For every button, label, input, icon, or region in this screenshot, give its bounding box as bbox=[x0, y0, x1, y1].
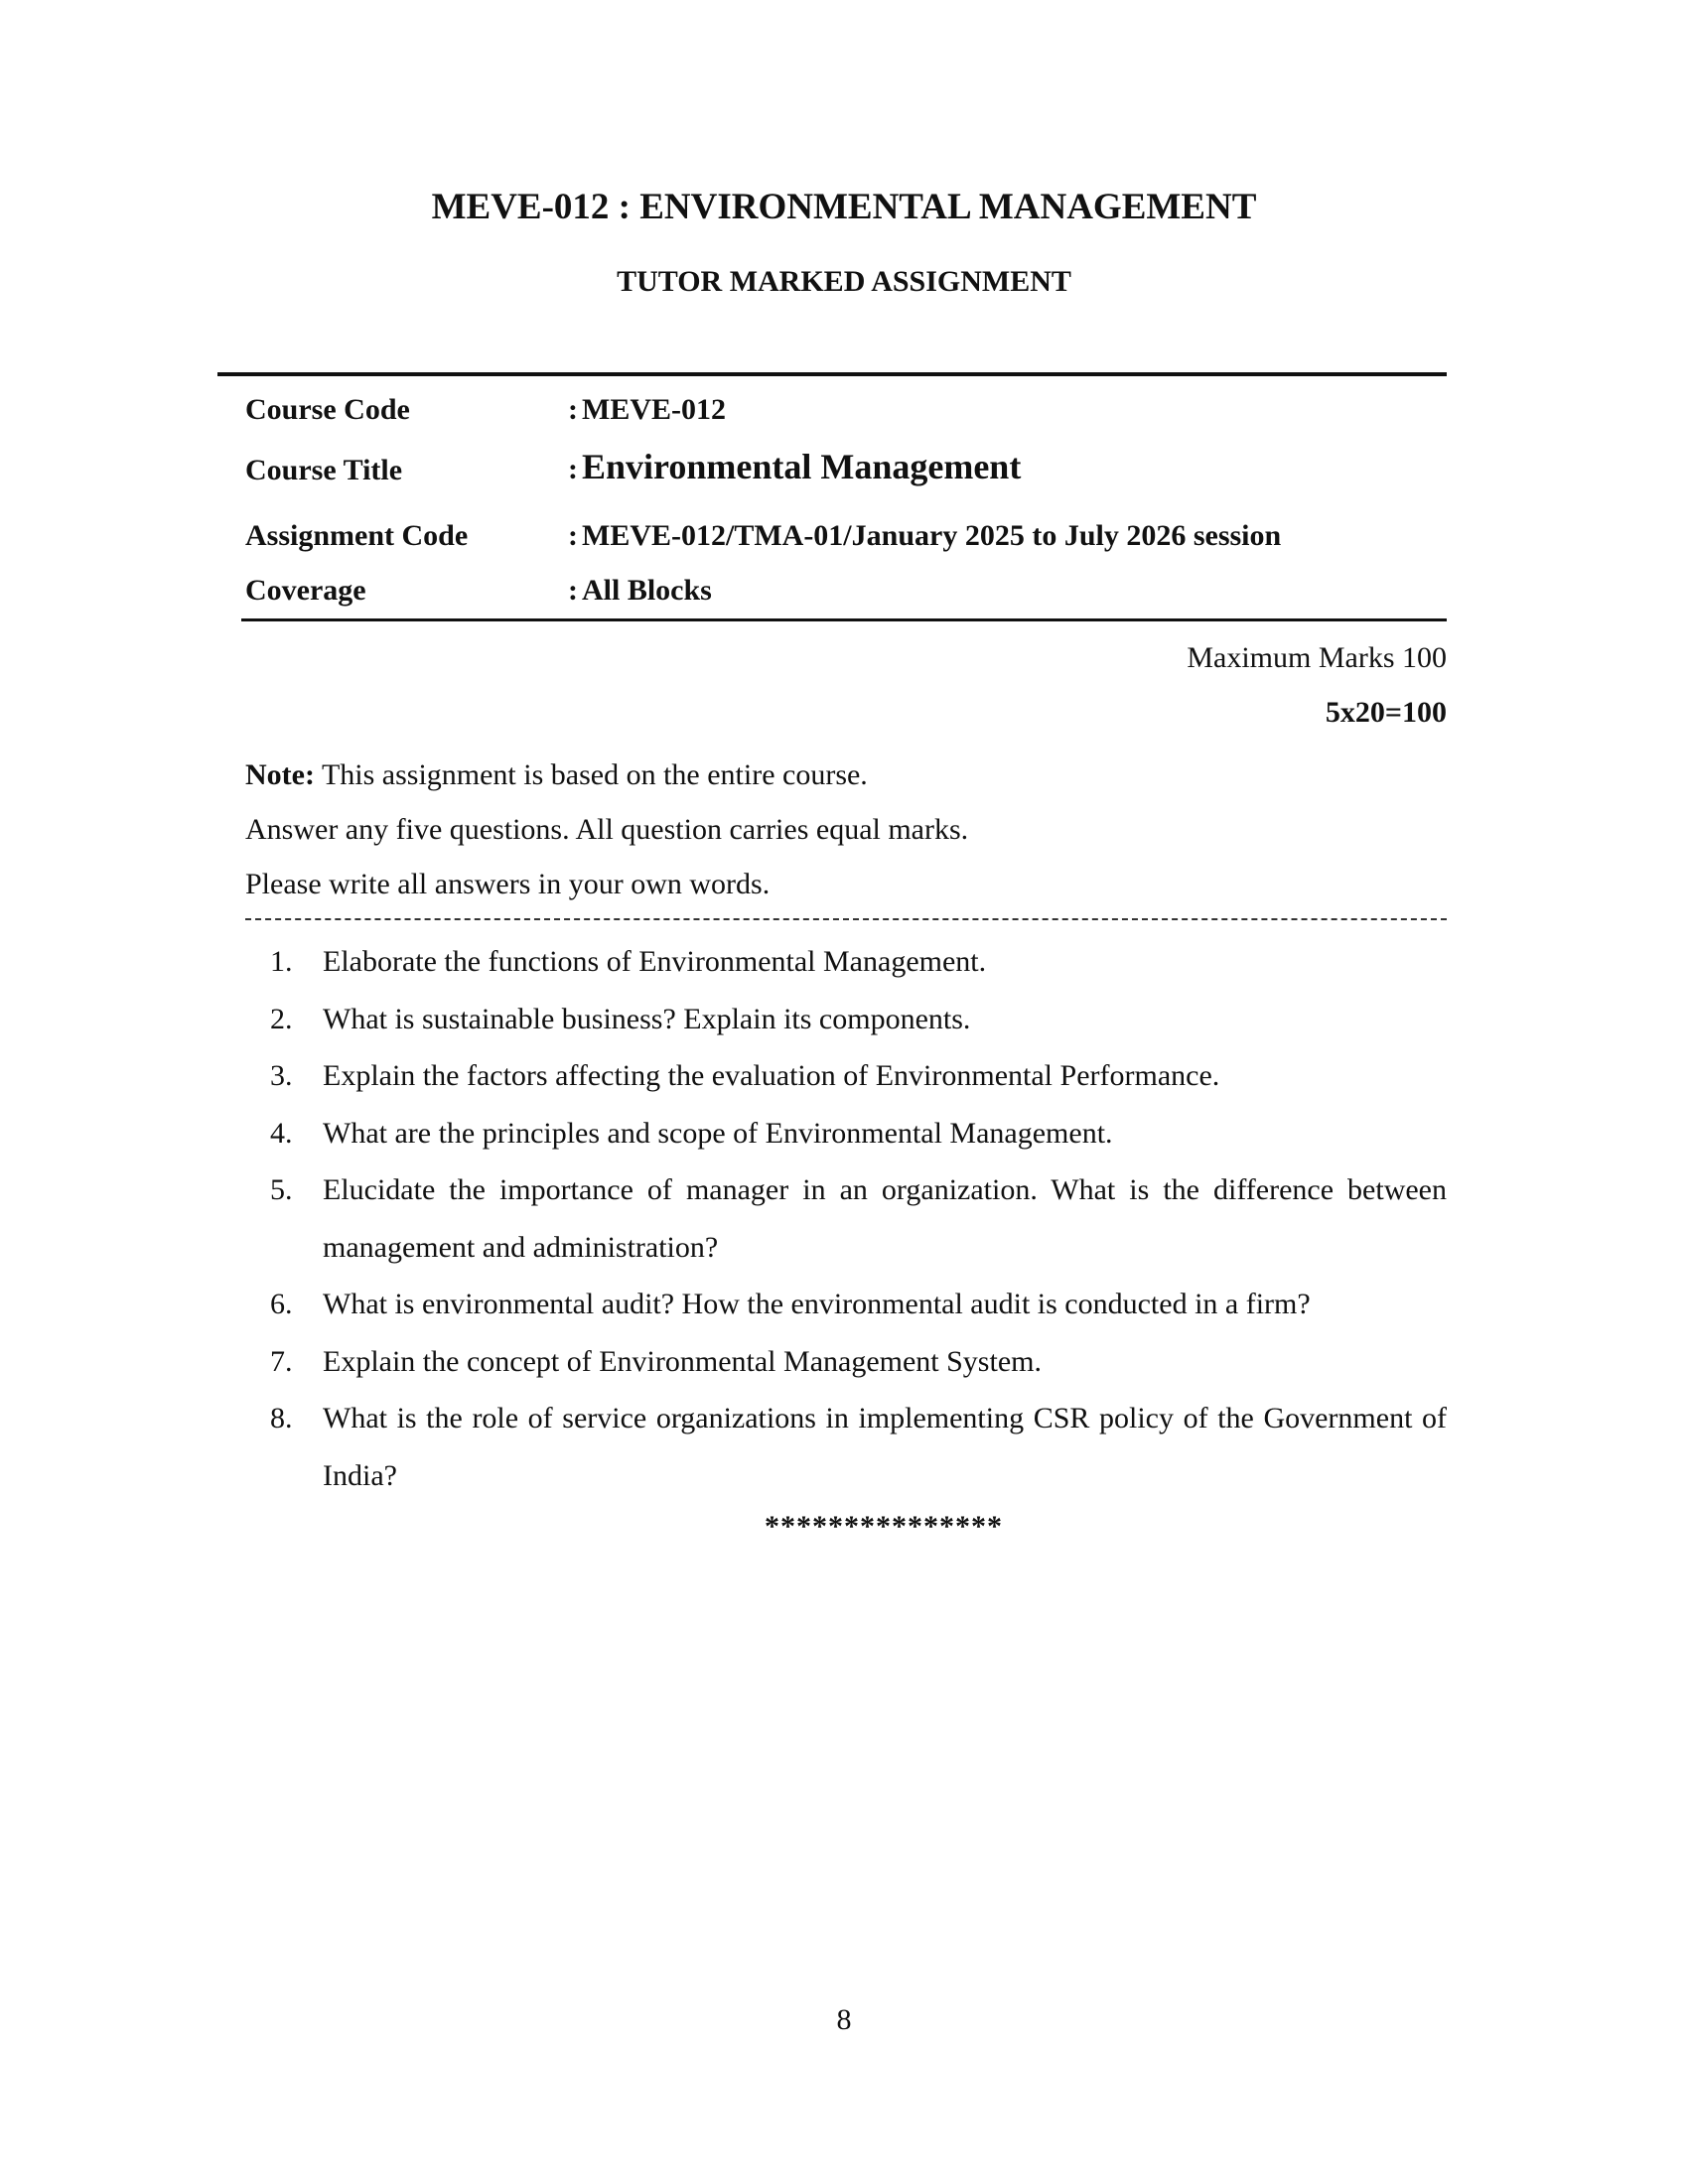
course-code-colon: : bbox=[568, 393, 578, 426]
question-item bbox=[245, 1390, 1447, 1504]
assignment-code-label: Assignment Code bbox=[245, 519, 469, 552]
question-item bbox=[245, 991, 1447, 1048]
question-text: What is environmental audit? How the environmental audit is conducted in a firm? bbox=[323, 1288, 1311, 1320]
question-number: 4. bbox=[270, 1116, 293, 1150]
assignment-code-colon: : bbox=[568, 519, 578, 552]
question-number: 3. bbox=[270, 1059, 293, 1092]
question-number: 1. bbox=[270, 945, 293, 978]
question-item bbox=[245, 933, 1447, 991]
coverage-colon: : bbox=[568, 574, 578, 607]
page-number: 8 bbox=[836, 2003, 852, 2036]
question-item bbox=[245, 1105, 1447, 1162]
question-number: 2. bbox=[270, 1002, 293, 1035]
course-title-value: Environmental Management bbox=[582, 447, 1022, 486]
question-text: What are the principles and scope of Environmental Management. bbox=[323, 1116, 1113, 1150]
assignment-code-value: MEVE-012/TMA-01/January 2025 to July 2026 session bbox=[582, 519, 1282, 552]
course-title-value-wrap bbox=[568, 447, 1021, 494]
question-number: 7. bbox=[270, 1344, 293, 1378]
course-title-colon: : bbox=[568, 453, 578, 485]
question-item bbox=[245, 1333, 1447, 1391]
question-number: 5. bbox=[270, 1173, 293, 1206]
assignment-code-value-wrap bbox=[568, 516, 1281, 561]
course-title-label: Course Title bbox=[245, 454, 403, 486]
note-line-2: Answer any five questions. All question carries equal marks. bbox=[245, 813, 969, 846]
note-block bbox=[245, 748, 1447, 911]
question-text: Explain the factors affecting the evaluation of Environmental Performance. bbox=[323, 1059, 1220, 1092]
question-number: 6. bbox=[270, 1288, 293, 1320]
question-text: Elucidate the importance of manager in an organization. What is the difference between management and administration? bbox=[323, 1173, 1447, 1264]
question-number: 8. bbox=[270, 1402, 293, 1434]
question-item bbox=[245, 1161, 1447, 1276]
question-list bbox=[245, 933, 1447, 1504]
course-code-value: MEVE-012 bbox=[582, 393, 726, 426]
end-stars: *************** bbox=[765, 1510, 1003, 1543]
course-code-value-wrap bbox=[568, 390, 726, 435]
note-line-3: Please write all answers in your own words. bbox=[245, 868, 771, 900]
coverage-label: Coverage bbox=[245, 574, 366, 607]
course-code-label: Course Code bbox=[245, 393, 410, 426]
question-text: Explain the concept of Environmental Management System. bbox=[323, 1344, 1042, 1378]
question-text: Elaborate the functions of Environmental Management. bbox=[323, 945, 987, 978]
coverage-value: All Blocks bbox=[582, 574, 712, 607]
page-subtitle: TUTOR MARKED ASSIGNMENT bbox=[617, 265, 1071, 298]
maximum-marks: Maximum Marks 100 bbox=[1187, 641, 1447, 674]
dashed-divider bbox=[245, 918, 1447, 920]
note-text-1: This assignment is based on the entire course. bbox=[321, 758, 868, 791]
top-divider bbox=[217, 372, 1447, 376]
note-line-1 bbox=[245, 748, 1447, 802]
marks-formula: 5x20=100 bbox=[1325, 696, 1447, 729]
question-item bbox=[245, 1047, 1447, 1105]
question-text: What is sustainable business? Explain its components. bbox=[323, 1002, 971, 1035]
coverage-value-wrap bbox=[568, 571, 712, 615]
note-label: Note: bbox=[245, 758, 315, 791]
question-item bbox=[245, 1276, 1447, 1333]
meta-bottom-divider bbox=[241, 618, 1447, 621]
question-text: What is the role of service organizations in implementing CSR policy of the Government of India? bbox=[323, 1402, 1447, 1492]
page-title: MEVE-012 : ENVIRONMENTAL MANAGEMENT bbox=[431, 187, 1257, 227]
